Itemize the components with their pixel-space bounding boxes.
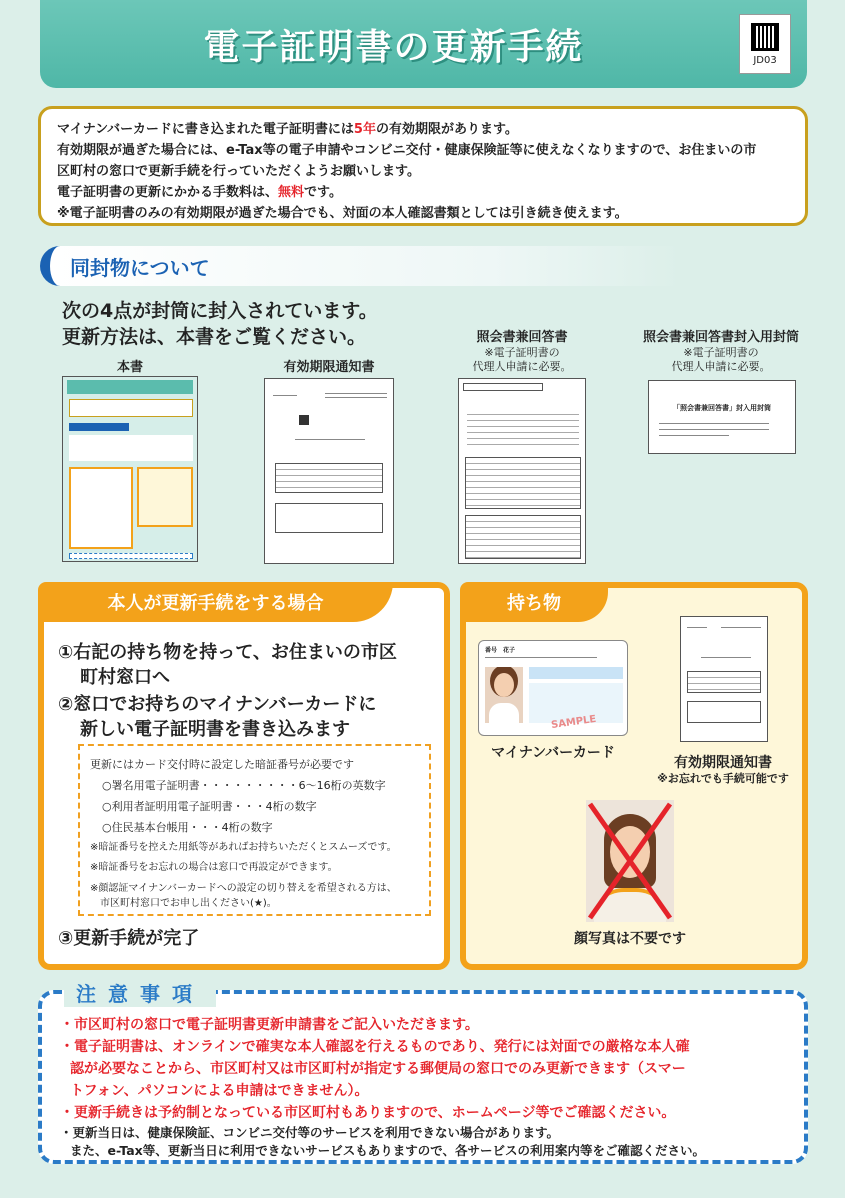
notice-line-2: 有効期限が過ぎた場合には、e-Tax等の電子申請やコンビニ交付・健康保険証等に使えなくなりますので、お住まいの市 [57,143,757,158]
doc-label-inquiry-form: 照会書兼回答書 [476,330,568,345]
caution-panel [38,990,808,1164]
pin-signature: ○署名用電子証明書・・・・・・・・・6～16桁の英数字 [102,779,386,792]
caution-item-1: ・市区町村の窓口で電子証明書更新申請書をご記入いただきます。 [60,1017,479,1033]
caution-item-2: ・電子証明書は、オンラインで確実な本人確認を行えるものであり、発行には対面での厳格な本人確 認が必要なことから、市区町村又は市区町村が指定する郵便局の窓口でのみ更新できます（スマー トフォン、パソコンによる申請はできません）。 [60,1039,690,1099]
items-expiry-notice-label: 有効期限通知書 [674,755,772,771]
document-code: JD03 [753,54,777,66]
step-2: ②窓口でお持ちのマイナンバーカードに 新しい電子証明書を書き込みます [58,694,377,740]
doc-label-main: 本書 [116,360,143,375]
photo-not-required-label: 顔写真は不要です [574,931,686,947]
doc-note-inquiry-2: 代理人申請に必要。 [472,360,572,373]
items-tab: 持ち物 [460,582,608,622]
notice-line-5: ※電子証明書のみの有効期限が過ぎた場合でも、対面の本人確認書類としては引き続き使えます。 [57,206,628,221]
caution-item-3: ・更新手続きは予約制となっている市区町村もありますので、ホームページ等でご確認ください。 [60,1105,676,1121]
notice-line-4: 電子証明書の更新にかかる手数料は、無料です。 [57,185,342,200]
notice-line-3: 区町村の窓口で更新手続を行っていただくようお願いします。 [57,164,420,179]
doc-label-envelope: 照会書兼回答書封入用封筒 [642,330,799,345]
doc-thumbnail-main [62,376,198,562]
enclosure-intro: 次の4点が封筒に封入されています。 更新方法は、本書をご覧ください。 [62,300,378,348]
caution-item-4: ・更新当日は、健康保険証、コンビニ交付等のサービスを利用できない場合があります。 また、e-Tax等、更新当日に利用できないサービスもありますので、各サービスの利用案内等をご確認ください。 [60,1125,705,1158]
pin-note-1: ※暗証番号を控えた用紙等があればお持ちいただくとスムーズです。 [90,842,397,853]
cross-mark-icon [586,800,674,922]
pin-user-auth: ○利用者証明用電子証明書・・・4桁の数字 [102,800,317,813]
doc-label-expiry-notice: 有効期限通知書 [283,360,375,375]
enclosure-heading: 同封物について [40,246,680,286]
caution-title: 注意事項 [64,978,216,1007]
doc-thumbnail-envelope: 「照会書兼回答書」封入用封筒 [648,380,796,454]
notice-line-1: マイナンバーカードに書き込まれた電子証明書には5年の有効期限があります。 [57,122,518,137]
pin-note-2: ※暗証番号をお忘れの場合は窓口で再設定ができます。 [90,862,338,873]
doc-note-envelope-1: ※電子証明書の [683,346,759,359]
doc-note-inquiry-1: ※電子証明書の [484,346,560,359]
photo-not-required-icon [586,800,674,922]
items-expiry-notice-thumbnail [680,616,768,742]
card-portrait-icon [485,667,523,723]
pin-resident-registry: ○住民基本台帳用・・・4桁の数字 [102,821,273,834]
pin-info-box [78,744,431,916]
qr-code-box [739,14,791,74]
doc-thumbnail-expiry-notice [264,378,394,564]
page-title: 電子証明書の更新手続 [203,26,584,68]
doc-note-envelope-2: 代理人申請に必要。 [671,360,771,373]
procedure-tab: 本人が更新手続をする場合 [38,582,393,622]
pin-intro: 更新にはカード交付時に設定した暗証番号が必要です [90,758,354,771]
pin-note-3: ※顔認証マイナンバーカードへの設定の切り替えを希望される方は、 市区町村窓口でお申し出ください(★)。 [90,883,397,909]
step-3: ③更新手続が完了 [58,928,200,949]
step-1: ①右記の持ち物を持って、お住まいの市区 町村窓口へ [58,642,397,688]
mynumber-card-image: 番号 花子 SAMPLE [478,640,628,736]
items-expiry-notice-note: ※お忘れでも手続可能です [657,772,789,785]
page-header [40,0,807,88]
card-label: マイナンバーカード [491,745,615,761]
qr-code-icon [751,23,779,51]
expiry-notice [38,106,808,226]
doc-thumbnail-inquiry-form [458,378,586,564]
